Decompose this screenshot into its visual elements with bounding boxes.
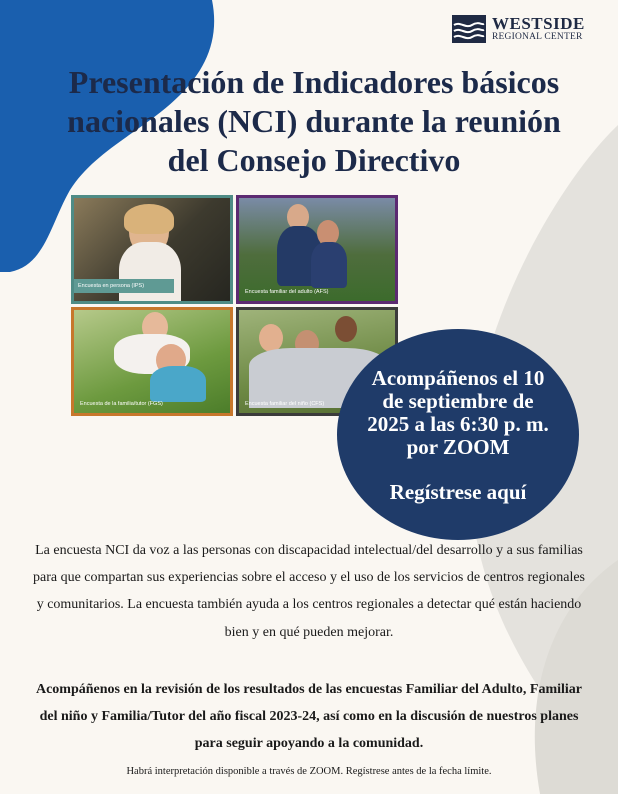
title-line-3: del Consejo Directivo	[167, 142, 461, 178]
event-details	[337, 367, 579, 459]
interpretation-note: Habrá interpretación disponible a través de ZOOM. Regístrese antes de la fecha límite.	[126, 766, 492, 777]
westside-logo	[452, 14, 592, 44]
photo-caption-cfs: Encuesta familiar del niño (CFS)	[245, 401, 325, 407]
event-info-circle	[337, 329, 579, 540]
photo-caption-afs: Encuesta familiar del adulto (AFS)	[245, 289, 329, 295]
photo-tile-ips	[71, 195, 233, 304]
page-title	[18, 63, 610, 180]
title-line-2: nacionales (NCI) durante la reunión	[67, 103, 561, 139]
logo-subtitle: REGIONAL CENTER	[492, 32, 583, 43]
event-line-3: 2025 a las 6:30 p. m.	[367, 412, 549, 436]
logo-title: WESTSIDE	[492, 14, 585, 34]
photo-caption-ips: Encuesta en persona (IPS)	[74, 279, 174, 293]
waves-logo-icon	[452, 15, 486, 43]
register-link[interactable]: Regístrese aquí	[389, 480, 527, 504]
title-line-1: Presentación de Indicadores básicos	[68, 64, 560, 100]
photo-tile-afs	[236, 195, 398, 304]
invitation-paragraph: Acompáñenos en la revisión de los resultados de las encuestas Familiar del Adulto, Familiar del niño y Familia/Tutor del año fiscal 2023-24, así como en la discusión de nuestros planes para seguir apoyando a la comunidad.	[35, 682, 583, 752]
photo-tile-fgs	[71, 307, 233, 416]
nci-description: La encuesta NCI da voz a las personas con discapacidad intelectual/del desarrollo y a sus familias para que compartan sus experiencias sobre el acceso y el uso de los servicios de centros regionales y comunitarios. La encuesta también ayuda a los centros regionales a detectar qué están haciendo bien y en qué pueden mejorar.	[32, 543, 585, 640]
event-line-2: de septiembre de	[382, 389, 534, 413]
event-line-1: Acompáñenos el 10	[371, 366, 545, 390]
event-line-4: por ZOOM	[406, 435, 510, 459]
photo-caption-fgs: Encuesta de la familia/tutor (FGS)	[80, 401, 163, 407]
